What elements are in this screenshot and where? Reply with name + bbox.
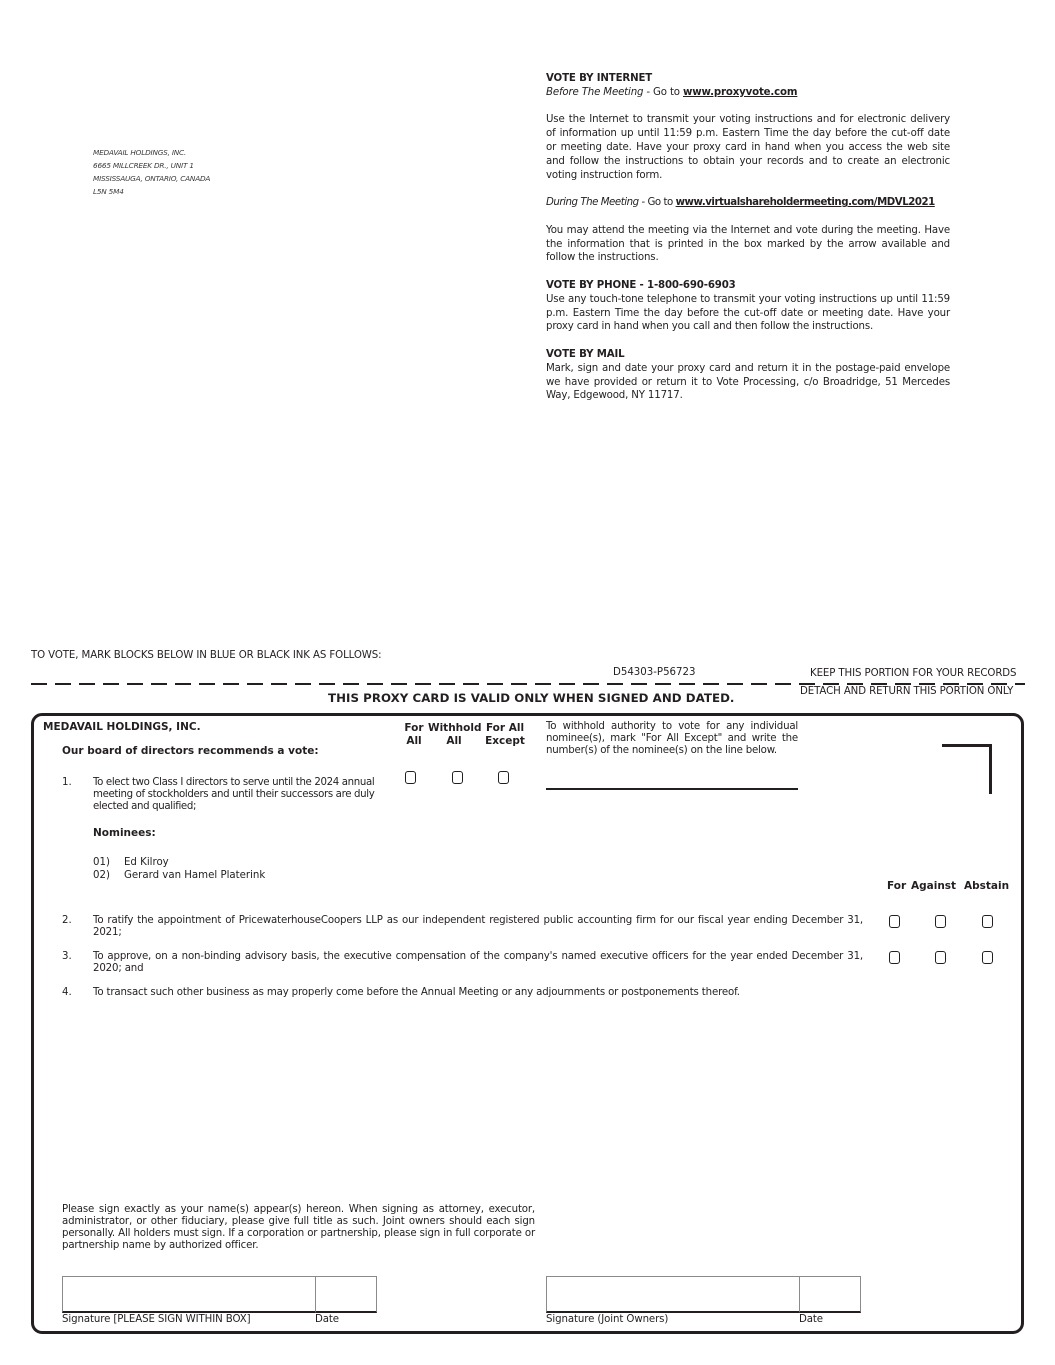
before-goto: - Go to (643, 86, 683, 98)
nominee-item (93, 870, 265, 881)
sign-instructions: Please sign exactly as your name(s) appear(s) hereon. When signing as attorney, executor, administrator, or other fiduciary, please give full title as such. Joint owners should each sign personally. All holders must sign. If a corporation or partnership, please sign in full corporate or partnership name by authorized officer. (62, 1204, 535, 1251)
detach-portion-label: DETACH AND RETURN THIS PORTION ONLY (800, 686, 1014, 697)
checkbox-item2-against[interactable] (935, 915, 946, 928)
return-address-line: MEDAVAIL HOLDINGS, INC. (93, 148, 187, 157)
joint-signature-label: Signature (Joint Owners) (546, 1314, 669, 1325)
return-address-line: L5N 5M4 (93, 187, 124, 196)
phone-text: Use any touch-tone telephone to transmit your voting instructions up until 11:59 p.m. Eastern Time the day before the cut-off date or meeting date. Have your proxy card in hand when you call and then follow the instructions. (546, 293, 950, 333)
item-text: To ratify the appointment of PricewaterhouseCoopers LLP as our independent registered public accounting firm for our fiscal year ending December 31, 2021; (93, 915, 863, 938)
vote-by-internet-heading: VOTE BY INTERNET (546, 73, 653, 84)
return-address (93, 146, 313, 198)
item-number: 3. (62, 951, 72, 962)
during-meeting-label: During The Meeting (546, 197, 639, 209)
item-number: 1. (62, 777, 72, 788)
checkbox-for-all-except[interactable] (498, 771, 509, 784)
nominee-number: 01) (93, 857, 110, 868)
column-label: Withhold (428, 722, 482, 734)
valid-notice: THIS PROXY CARD IS VALID ONLY WHEN SIGNED AND DATED. (328, 691, 735, 705)
return-address-line: 6665 MILLCREEK DR., UNIT 1 (93, 161, 194, 170)
checkbox-item3-abstain[interactable] (982, 951, 993, 964)
vote-by-phone-heading: VOTE BY PHONE - 1-800-690-6903 (546, 279, 736, 291)
during-goto: - Go to (638, 197, 676, 209)
voting-instructions (546, 72, 950, 403)
virtual-meeting-link[interactable]: www.virtualshareholdermeeting.com/MDVL2021 (675, 197, 935, 209)
column-for-all-except (484, 722, 526, 747)
before-meeting-label: Before The Meeting (546, 86, 644, 98)
control-code: D54303-P56723 (613, 667, 696, 678)
column-label: Except (485, 734, 525, 747)
internet-during-text: You may attend the meeting via the Internet and vote during the meeting. Have the information that is printed in the box marked by the arrow available and follow the instructions. (546, 224, 950, 264)
during-meeting-line (546, 196, 950, 210)
internet-before-text: Use the Internet to transmit your voting instructions and for electronic delivery of information up until 11:59 p.m. Eastern Time the day before the cut-off date or meeting date. Have your proxy card in hand when you access the web site and follow the instructions to obtain your records and to create an electronic voting instruction form. (546, 114, 950, 181)
checkbox-withhold-all[interactable] (452, 771, 463, 784)
checkbox-for-all[interactable] (405, 771, 416, 784)
item-number: 2. (62, 915, 72, 926)
date-box[interactable] (315, 1276, 377, 1313)
item-text: To transact such other business as may properly come before the Annual Meeting or any adjournments or postponements thereof. (93, 987, 740, 998)
item-number: 4. (62, 987, 72, 998)
signature-box[interactable] (62, 1276, 316, 1313)
column-label: For (404, 722, 424, 734)
scan-corner-mark (942, 744, 992, 794)
keep-portion-label: KEEP THIS PORTION FOR YOUR RECORDS (810, 668, 1017, 679)
column-withhold-all (428, 722, 480, 747)
checkbox-item3-for[interactable] (889, 951, 900, 964)
checkbox-item2-abstain[interactable] (982, 915, 993, 928)
column-abstain: Abstain (964, 880, 1010, 892)
nominee-number: 02) (93, 870, 110, 881)
except-nominee-write-line[interactable] (546, 788, 798, 790)
proxyvote-link[interactable]: www.proxyvote.com (682, 86, 798, 98)
column-against: Against (911, 880, 957, 892)
mail-text: Mark, sign and date your proxy card and return it in the postage-paid envelope we have provided or return it to Vote Processing, c/o Broadridge, 51 Mercedes Way, Edgewood, NY 11717. (546, 362, 950, 402)
vote-by-mail-heading: VOTE BY MAIL (546, 348, 625, 360)
column-label: All (406, 734, 422, 747)
joint-signature-box[interactable] (546, 1276, 800, 1313)
mark-instruction: TO VOTE, MARK BLOCKS BELOW IN BLUE OR BLACK INK AS FOLLOWS: (31, 650, 382, 661)
joint-date-label: Date (799, 1314, 823, 1325)
nominee-name: Gerard van Hamel Platerink (124, 870, 266, 881)
return-address-line: MISSISSAUGA, ONTARIO, CANADA (93, 174, 211, 183)
board-recommends: Our board of directors recommends a vote: (62, 745, 319, 757)
column-label: All (446, 734, 462, 747)
nominee-item (93, 857, 169, 868)
nominee-name: Ed Kilroy (124, 857, 169, 868)
checkbox-item2-for[interactable] (889, 915, 900, 928)
signature-label: Signature [PLEASE SIGN WITHIN BOX] (62, 1314, 251, 1325)
date-label: Date (315, 1314, 339, 1325)
column-for-all (402, 722, 426, 747)
withhold-instructions: To withhold authority to vote for any individual nominee(s), mark "For All Except" and write the number(s) of the nominee(s) on the line below. (546, 721, 798, 756)
checkbox-item3-against[interactable] (935, 951, 946, 964)
column-for: For (887, 880, 907, 892)
nominees-label: Nominees: (93, 827, 156, 839)
item-text: To elect two Class I directors to serve until the 2024 annual meeting of stockholders and until their successors are duly elected and qualified; (93, 777, 375, 812)
joint-date-box[interactable] (799, 1276, 861, 1313)
company-name: MEDAVAIL HOLDINGS, INC. (43, 721, 201, 733)
item-text: To approve, on a non-binding advisory basis, the executive compensation of the company's named executive officers for the year ended December 31, 2020; and (93, 951, 863, 974)
column-label: For All (485, 722, 525, 734)
before-meeting-line (546, 86, 950, 100)
